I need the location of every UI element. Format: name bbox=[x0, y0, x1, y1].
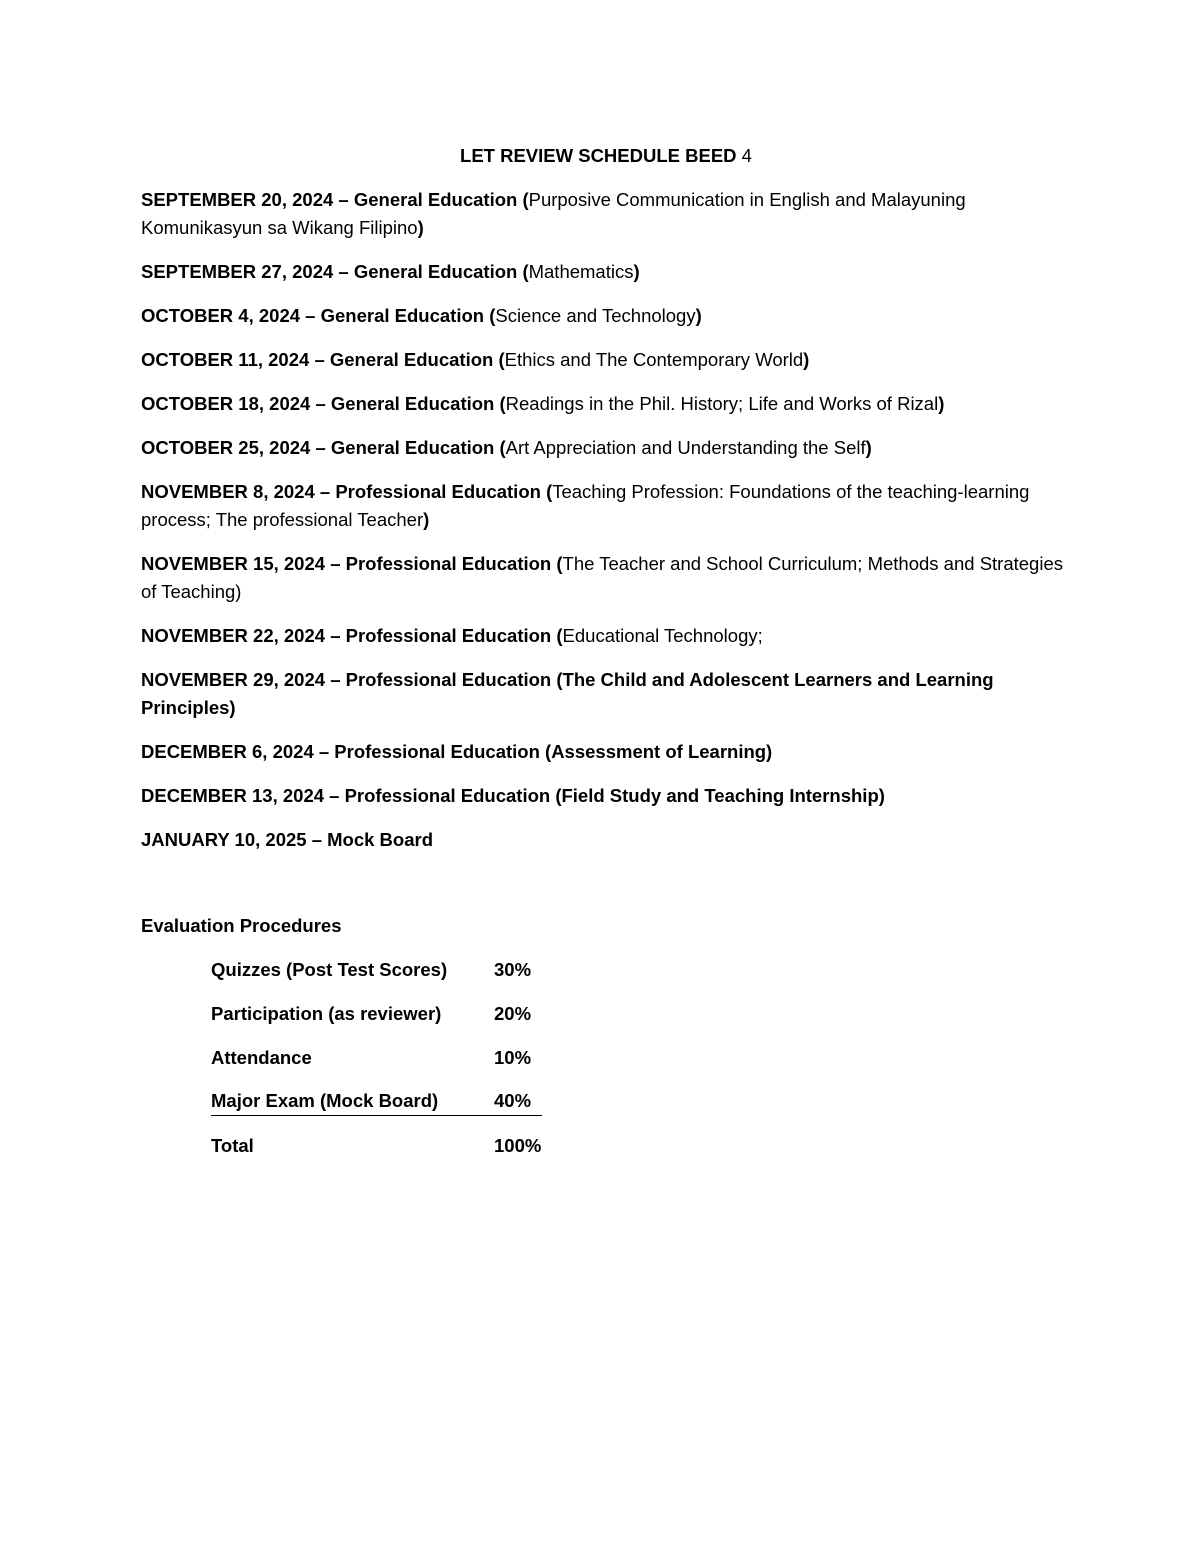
schedule-item bbox=[141, 738, 1071, 766]
evaluation-row bbox=[211, 1088, 1071, 1116]
evaluation-label: Major Exam (Mock Board) bbox=[211, 1088, 494, 1116]
page-title bbox=[141, 142, 1071, 170]
schedule-item bbox=[141, 258, 1071, 286]
evaluation-label: Quizzes (Post Test Scores) bbox=[211, 959, 448, 980]
evaluation-value: 30% bbox=[494, 959, 532, 980]
schedule-detail: Art Appreciation and Understanding the Self bbox=[505, 437, 866, 458]
schedule-item bbox=[141, 346, 1071, 374]
evaluation-label: Attendance bbox=[211, 1047, 312, 1068]
schedule-close: ) bbox=[938, 393, 945, 414]
schedule-date-topic: SEPTEMBER 27, 2024 – General Education ( bbox=[141, 261, 529, 282]
schedule-item bbox=[141, 302, 1071, 330]
schedule-close: ) bbox=[417, 217, 424, 238]
schedule-item bbox=[141, 434, 1071, 462]
evaluation-heading: Evaluation Procedures bbox=[141, 915, 342, 936]
schedule-detail: Readings in the Phil. History; Life and Works of Rizal bbox=[505, 393, 939, 414]
schedule-detail: Ethics and The Contemporary World bbox=[504, 349, 804, 370]
schedule-date-topic: DECEMBER 6, 2024 – Professional Education (Assessment of Learning) bbox=[141, 741, 773, 762]
schedule-detail: Educational Technology; bbox=[562, 625, 763, 646]
schedule-item bbox=[141, 478, 1071, 534]
schedule-item bbox=[141, 826, 1071, 854]
schedule-date-topic: NOVEMBER 29, 2024 – Professional Education (The Child and Adolescent Learners and Learning Principles) bbox=[141, 669, 994, 718]
schedule-date-topic: OCTOBER 18, 2024 – General Education ( bbox=[141, 393, 506, 414]
schedule-detail: Purposive Communication in English and Malayuning Komunikasyun sa Wikang Filipino bbox=[141, 189, 966, 238]
schedule-item bbox=[141, 390, 1071, 418]
schedule-date-topic: NOVEMBER 15, 2024 – Professional Education ( bbox=[141, 553, 563, 574]
schedule-item bbox=[141, 666, 1071, 722]
schedule-detail: Science and Technology bbox=[495, 305, 696, 326]
schedule-date-topic: OCTOBER 11, 2024 – General Education ( bbox=[141, 349, 505, 370]
evaluation-table bbox=[211, 956, 1071, 1160]
evaluation-value: 40% bbox=[494, 1088, 542, 1116]
schedule-item bbox=[141, 782, 1071, 810]
schedule-detail: Teaching Profession: Foundations of the teaching-learning process; The professional Teacher bbox=[141, 481, 1030, 530]
schedule-close: ) bbox=[865, 437, 872, 458]
schedule-close: ) bbox=[803, 349, 810, 370]
schedule-date-topic: NOVEMBER 8, 2024 – Professional Education ( bbox=[141, 481, 553, 502]
evaluation-value: 20% bbox=[494, 1003, 532, 1024]
schedule-detail: Mathematics bbox=[528, 261, 634, 282]
schedule-detail: The Teacher and School Curriculum; Methods and Strategies of Teaching) bbox=[141, 553, 1063, 602]
evaluation-total-row bbox=[211, 1132, 1071, 1160]
evaluation-label: Participation (as reviewer) bbox=[211, 1003, 442, 1024]
document-body bbox=[141, 142, 1071, 1176]
schedule-close: ) bbox=[695, 305, 702, 326]
title-number: 4 bbox=[741, 145, 752, 166]
schedule-date-topic: NOVEMBER 22, 2024 – Professional Education ( bbox=[141, 625, 563, 646]
schedule-date-topic: SEPTEMBER 20, 2024 – General Education ( bbox=[141, 189, 529, 210]
schedule-close: ) bbox=[633, 261, 640, 282]
schedule-close: ) bbox=[423, 509, 430, 530]
title-main: LET REVIEW SCHEDULE BEED bbox=[460, 145, 737, 166]
schedule-item bbox=[141, 186, 1071, 242]
evaluation-value: 100% bbox=[494, 1135, 542, 1156]
schedule-date-topic: DECEMBER 13, 2024 – Professional Education (Field Study and Teaching Internship) bbox=[141, 785, 885, 806]
evaluation-row bbox=[211, 956, 1071, 984]
evaluation-value: 10% bbox=[494, 1047, 532, 1068]
schedule-date-topic: OCTOBER 25, 2024 – General Education ( bbox=[141, 437, 506, 458]
schedule-item bbox=[141, 622, 1071, 650]
schedule-date-topic: JANUARY 10, 2025 – Mock Board bbox=[141, 829, 434, 850]
evaluation-row bbox=[211, 1000, 1071, 1028]
schedule-date-topic: OCTOBER 4, 2024 – General Education ( bbox=[141, 305, 496, 326]
evaluation-row bbox=[211, 1044, 1071, 1072]
schedule-item bbox=[141, 550, 1071, 606]
evaluation-label: Total bbox=[211, 1135, 254, 1156]
